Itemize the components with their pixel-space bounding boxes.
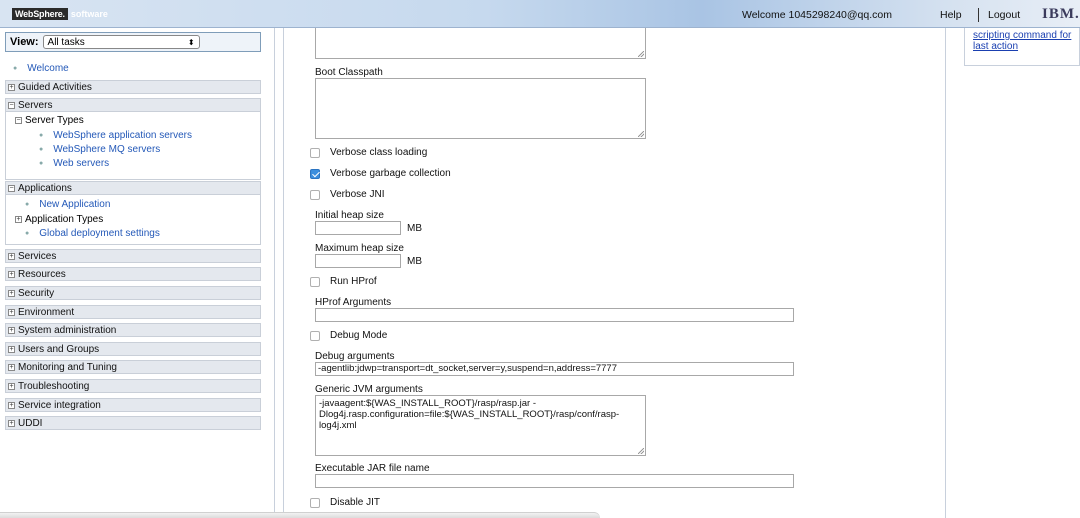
verbose-gc-row[interactable] [310, 168, 451, 179]
expand-icon: + [9, 382, 14, 390]
hprof-args-label: HProf Arguments [315, 297, 392, 308]
disable-jit-checkbox[interactable] [310, 498, 320, 508]
bullet-icon: ● [25, 230, 30, 237]
view-label: View: [10, 36, 39, 48]
resize-grip-icon [638, 448, 644, 454]
verbose-gc-label: Verbose garbage collection [330, 168, 451, 179]
select-arrows-icon: ⬍ [187, 37, 195, 47]
expand-icon: + [9, 270, 14, 278]
nav-ws-app-servers[interactable] [39, 130, 192, 141]
run-hprof-row[interactable] [310, 276, 377, 287]
nav-new-application[interactable] [25, 199, 110, 210]
resize-grip-icon [638, 131, 644, 137]
nav-troubleshooting[interactable] [5, 379, 261, 393]
max-heap-label: Maximum heap size [315, 243, 404, 254]
nav-ws-mq-servers-label: WebSphere MQ servers [53, 144, 161, 155]
max-heap-input[interactable] [315, 254, 401, 268]
verbose-jni-label: Verbose JNI [330, 189, 385, 200]
expand-icon: + [9, 83, 14, 91]
collapse-icon: − [9, 184, 14, 192]
brand-name: WebSphere. [12, 8, 68, 20]
debug-args-label: Debug arguments [315, 351, 395, 362]
run-hprof-label: Run HProf [330, 276, 377, 287]
initial-heap-input[interactable] [315, 221, 401, 235]
nav-services-label: Services [18, 250, 57, 262]
nav-new-application-label: New Application [39, 199, 111, 210]
brand-sub: software [70, 9, 108, 19]
view-filter [5, 32, 261, 52]
debug-args-input[interactable] [315, 362, 794, 376]
bullet-icon: ● [25, 201, 30, 208]
help-link[interactable]: Help [940, 9, 962, 21]
nav-users-groups-label: Users and Groups [18, 343, 100, 355]
view-select-value: All tasks [47, 36, 85, 48]
bullet-icon: ● [39, 146, 44, 153]
exec-jar-input[interactable] [315, 474, 794, 488]
exec-jar-label: Executable JAR file name [315, 463, 430, 474]
resize-grip-icon [638, 51, 644, 57]
nav-web-servers-label: Web servers [53, 158, 110, 169]
verbose-class-loading-label: Verbose class loading [330, 147, 428, 158]
run-hprof-checkbox[interactable] [310, 277, 320, 287]
initial-heap-unit: MB [407, 223, 422, 234]
previous-textarea[interactable] [315, 28, 646, 59]
scripting-command-link[interactable]: scripting command for last action [973, 30, 1072, 52]
nav-ws-app-servers-label: WebSphere application servers [53, 130, 193, 141]
collapse-icon: − [9, 101, 14, 109]
nav-system-administration[interactable] [5, 323, 261, 337]
verbose-jni-row[interactable] [310, 189, 384, 200]
nav-troubleshooting-label: Troubleshooting [18, 380, 90, 392]
nav-guided-activities[interactable] [5, 80, 261, 94]
nav-applications[interactable] [5, 181, 261, 195]
nav-uddi-label: UDDI [18, 417, 43, 429]
expand-icon: + [9, 363, 14, 371]
verbose-jni-checkbox[interactable] [310, 190, 320, 200]
expand-icon: + [9, 326, 14, 334]
nav-users-groups[interactable] [5, 342, 261, 356]
debug-args-value: -agentlib:jdwp=transport=dt_socket,server=y,suspend=n,address=7777 [318, 363, 617, 374]
nav-application-types-label: Application Types [25, 214, 104, 225]
navigation-tree [0, 28, 266, 518]
bullet-icon: ● [13, 65, 18, 72]
debug-mode-checkbox[interactable] [310, 331, 320, 341]
collapse-icon: − [16, 117, 21, 124]
disable-jit-label: Disable JIT [330, 497, 381, 508]
nav-service-integration[interactable] [5, 398, 261, 412]
nav-security[interactable] [5, 286, 261, 300]
initial-heap-label: Initial heap size [315, 210, 384, 221]
expand-icon: + [9, 419, 14, 427]
disable-jit-row[interactable] [310, 497, 380, 508]
nav-resources[interactable] [5, 267, 261, 281]
content-border-left [274, 28, 275, 518]
boot-classpath-label: Boot Classpath [315, 67, 383, 78]
boot-classpath-textarea[interactable] [315, 78, 646, 139]
nav-monitoring-label: Monitoring and Tuning [18, 361, 117, 373]
expand-icon: + [9, 252, 14, 260]
ibm-logo: IBM. [1042, 6, 1080, 22]
nav-servers[interactable] [5, 98, 261, 112]
nav-monitoring-tuning[interactable] [5, 360, 261, 374]
verbose-class-loading-checkbox[interactable] [310, 148, 320, 158]
nav-web-servers[interactable] [39, 158, 109, 169]
nav-service-integration-label: Service integration [18, 399, 101, 411]
nav-server-types-label: Server Types [25, 115, 84, 126]
nav-server-types[interactable] [15, 115, 84, 126]
content-border-right [945, 28, 946, 518]
nav-welcome[interactable] [13, 63, 69, 74]
nav-ws-mq-servers[interactable] [39, 144, 160, 155]
max-heap-unit: MB [407, 256, 422, 267]
websphere-logo [12, 7, 108, 21]
generic-jvm-value: -javaagent:${WAS_INSTALL_ROOT}/rasp/rasp.jar -Dlog4j.rasp.configuration=file:${WAS_INSTALL_ROOT}/rasp/conf/rasp-log4j.xml [319, 398, 620, 431]
expand-icon: + [9, 401, 14, 409]
verbose-class-loading-row[interactable] [310, 147, 427, 158]
verbose-gc-checkbox[interactable] [310, 169, 320, 179]
generic-jvm-textarea[interactable] [315, 395, 646, 456]
debug-mode-label: Debug Mode [330, 330, 388, 341]
nav-applications-label: Applications [18, 182, 72, 194]
content-border-left-inner [283, 28, 284, 518]
hprof-args-input[interactable] [315, 308, 794, 322]
nav-application-types[interactable] [15, 214, 103, 225]
expand-icon: + [9, 345, 14, 353]
nav-environment-label: Environment [18, 306, 75, 318]
applications-group [5, 195, 261, 245]
header-divider [978, 8, 979, 22]
nav-resources-label: Resources [18, 268, 66, 280]
nav-services[interactable] [5, 249, 261, 263]
nav-security-label: Security [18, 287, 55, 299]
logout-link[interactable]: Logout [988, 9, 1021, 21]
nav-sysadmin-label: System administration [18, 324, 117, 336]
nav-environment[interactable] [5, 305, 261, 319]
nav-guided-label: Guided Activities [18, 81, 92, 93]
nav-global-deploy[interactable] [25, 228, 160, 239]
window-bottom-edge [0, 512, 600, 518]
servers-group [5, 112, 261, 180]
bullet-icon: ● [39, 160, 44, 167]
nav-global-deploy-label: Global deployment settings [39, 228, 160, 239]
nav-uddi[interactable] [5, 416, 261, 430]
welcome-user: Welcome 1045298240@qq.com [742, 9, 892, 21]
generic-jvm-label: Generic JVM arguments [315, 384, 423, 395]
expand-icon: + [9, 289, 14, 297]
nav-servers-label: Servers [18, 99, 53, 111]
nav-welcome-label: Welcome [27, 63, 69, 74]
bullet-icon: ● [39, 132, 44, 139]
view-select[interactable] [43, 35, 200, 49]
top-banner [0, 0, 1080, 28]
expand-icon: + [16, 216, 21, 223]
debug-mode-row[interactable] [310, 330, 387, 341]
expand-icon: + [9, 308, 14, 316]
